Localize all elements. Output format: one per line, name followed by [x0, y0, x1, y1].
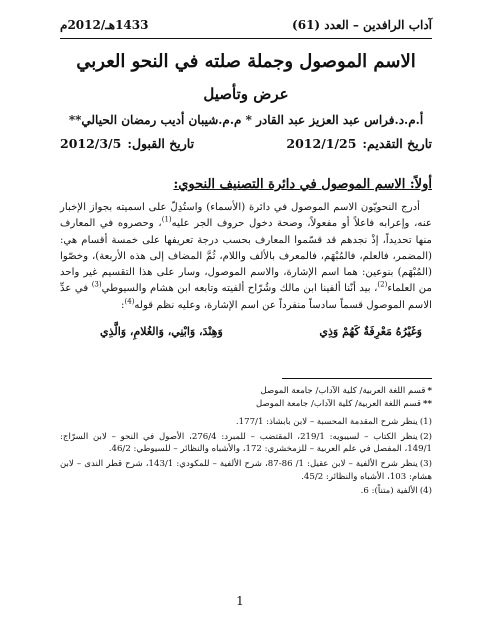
paragraph-part-4: في عدِّ الاسم الموصول قسماً سادساً منفرداً عن اسم الإشارة، وعليه نظم قوله	[60, 283, 432, 311]
footnote-ref-3: (3)	[91, 281, 102, 290]
paper-page	[60, 18, 432, 628]
author-line: أ.م.د.فراس عبد العزيز عبد القادر * م.م.شيبان أديب رمضان الحيالي**	[68, 113, 424, 127]
header-rule	[60, 38, 432, 39]
paragraph-part-2: ، وحصروه في المعارف منها تحديداً، إذْ نجدهم قد قسّموا المعارف بحسب درجة تعريفها على خمسة أقسام هي: (المضمر، فالعلم، فالمُبْهَم، فالمعرف بالألف واللام، ثُمَّ المضاف إلى هذه الأربعة)، وخصّوا (المُبْهَم) بنوعين: هما اسم الإشارة، والاسم الموصول، وسار على هذا التقسيم غير واحد من العلماء	[60, 218, 432, 295]
acceptance-value: 2012/3/5	[60, 136, 122, 151]
footnote-text: ينظر شرح المقدمة المحسبة – لابن بابشاذ: 177/1.	[235, 417, 418, 428]
affiliation-1	[60, 385, 432, 397]
dates-line	[60, 135, 432, 152]
footnote-number: (4)	[419, 486, 432, 497]
affiliation-text: قسم اللغة العربية/ كلية الآداب/ جامعة الموصل	[255, 399, 421, 410]
paragraph-part-1: أدرج النحويّون الاسم الموصول في دائرة (الأسماء) واستُدِلّ على اسميته بجواز الإخبار عنه، وإعرابه فاعلاً أو مفعولاً، وصحة دخول حروف الجر عليه	[60, 202, 432, 230]
footnote-item	[60, 416, 432, 429]
submission-value: 2012/1/25	[286, 136, 357, 151]
footnote-ref-4: (4)	[124, 297, 135, 306]
footnote-item	[60, 485, 432, 498]
footnote-text: الألفية (متناً): 6.	[360, 486, 418, 497]
paper-title: الاسم الموصول وجملة صلته في النحو العربي	[76, 51, 416, 72]
journal-issue: آداب الرافدين – العدد (61)	[292, 18, 432, 32]
affiliation-2	[60, 398, 432, 410]
footnote-separator	[282, 378, 432, 379]
paper-subtitle: عرض وتأصيل	[203, 85, 289, 103]
footnote-number: (2)	[419, 431, 433, 442]
running-header	[60, 18, 432, 35]
paragraph-part-3: ، بيد أنّنا ألفينا ابن مالك وشُرّاح ألفيته وتابعه ابن هشام والسيوطي	[101, 283, 378, 295]
submission-label: تاريخ التقديم:	[362, 136, 432, 151]
footnote-text: ينظر شرح الألفية – لابن عقيل: 1/ 86-87، شرح الألفية – للمكودي: 143/1، شرح قطر الندى – لابن هشام: 103، الأشباه والنظائر: 45/2.	[60, 459, 432, 482]
acceptance-label: تاريخ القبول:	[127, 136, 195, 151]
footnotes-list	[60, 416, 432, 498]
publication-year: 1433هـ/2012م	[60, 18, 149, 32]
footnote-ref-2: (2)	[377, 281, 388, 290]
acceptance-date	[60, 135, 194, 152]
footnote-item	[60, 431, 432, 456]
section-heading: أولاً: الاسم الموصول في دائرة التصنيف النحوي:	[173, 177, 432, 192]
affiliation-text: قسم اللغة العربية/ كلية الآداب/ جامعة الموصل	[260, 386, 426, 397]
verse-first-hemistich: وَغَيْرُهُ مَعْرِفَةٌ كَهُمْ وَذِي	[319, 325, 422, 339]
footnote-text: ينظر الكتاب – لسيبويه: 219/1، المقتضب – للمبرد: 276/4، الأصول في النحو – لابن السرّاج: 149/1، المفصل في علم العربية – للزمخشري: 172، والأشباه والنظائر – للسيوطي: 46/2.	[60, 431, 432, 455]
footnote-number: (1)	[419, 417, 432, 428]
footnote-number: (3)	[419, 459, 432, 470]
poetry-verse	[60, 324, 432, 340]
affiliation-marker: **	[423, 399, 432, 410]
verse-second-hemistich: وَهِنْدَ، وَابْنِي، وَالغُلامِ، وَالَّذِي	[100, 325, 223, 339]
paragraph-part-5: :	[121, 299, 125, 311]
submission-date	[286, 135, 432, 152]
footnote-item	[60, 458, 432, 483]
footnote-ref-1: (1)	[161, 215, 172, 224]
affiliation-marker: *	[427, 386, 432, 397]
page-number: 1	[236, 594, 244, 608]
body-paragraph	[60, 200, 432, 314]
